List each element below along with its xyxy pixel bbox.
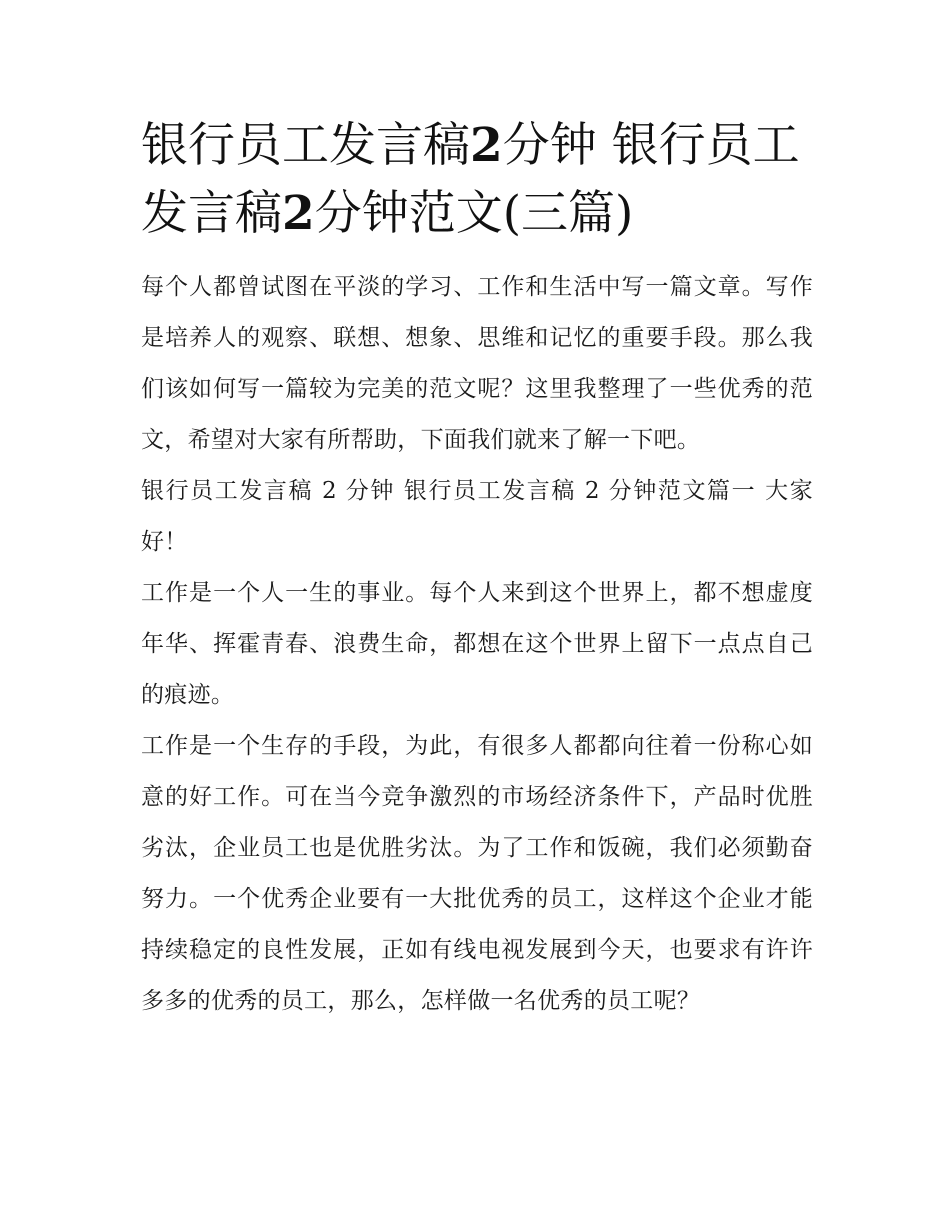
paragraph-career: 工作是一个人一生的事业。每个人来到这个世界上，都不想虚度年华、挥霍青春、浪费生命，都想在这个世界上留下一点点自己的痕迹。 — [141, 580, 813, 708]
paragraph-excellence: 工作是一个生存的手段，为此，有很多人都都向往着一份称心如意的好工作。可在当今竞争激烈的市场经济条件下，产品时优胜劣汰，企业员工也是优胜劣汰。为了工作和饭碗，我们必须勤奋努力。一个优秀企业要有一大批优秀的员工，这样这个企业才能持续稳定的良性发展，正如有线电视发展到今天，也要求有许许多多的优秀的员工，那么，怎样做一名优秀的员工呢？ — [141, 733, 813, 1014]
document-title: 银行员工发言稿2分钟 银行员工发言稿2分钟范文(三篇) — [141, 118, 800, 241]
document-content — [141, 112, 813, 1027]
paragraph-greeting: 银行员工发言稿 2 分钟 银行员工发言稿 2 分钟范文篇一 大家好！ — [141, 478, 813, 555]
paragraph-intro: 每个人都曾试图在平淡的学习、工作和生活中写一篇文章。写作是培养人的观察、联想、想象、思维和记忆的重要手段。那么我们该如何写一篇较为完美的范文呢？这里我整理了一些优秀的范文，希望对大家有所帮助，下面我们就来了解一下吧。 — [141, 274, 813, 453]
